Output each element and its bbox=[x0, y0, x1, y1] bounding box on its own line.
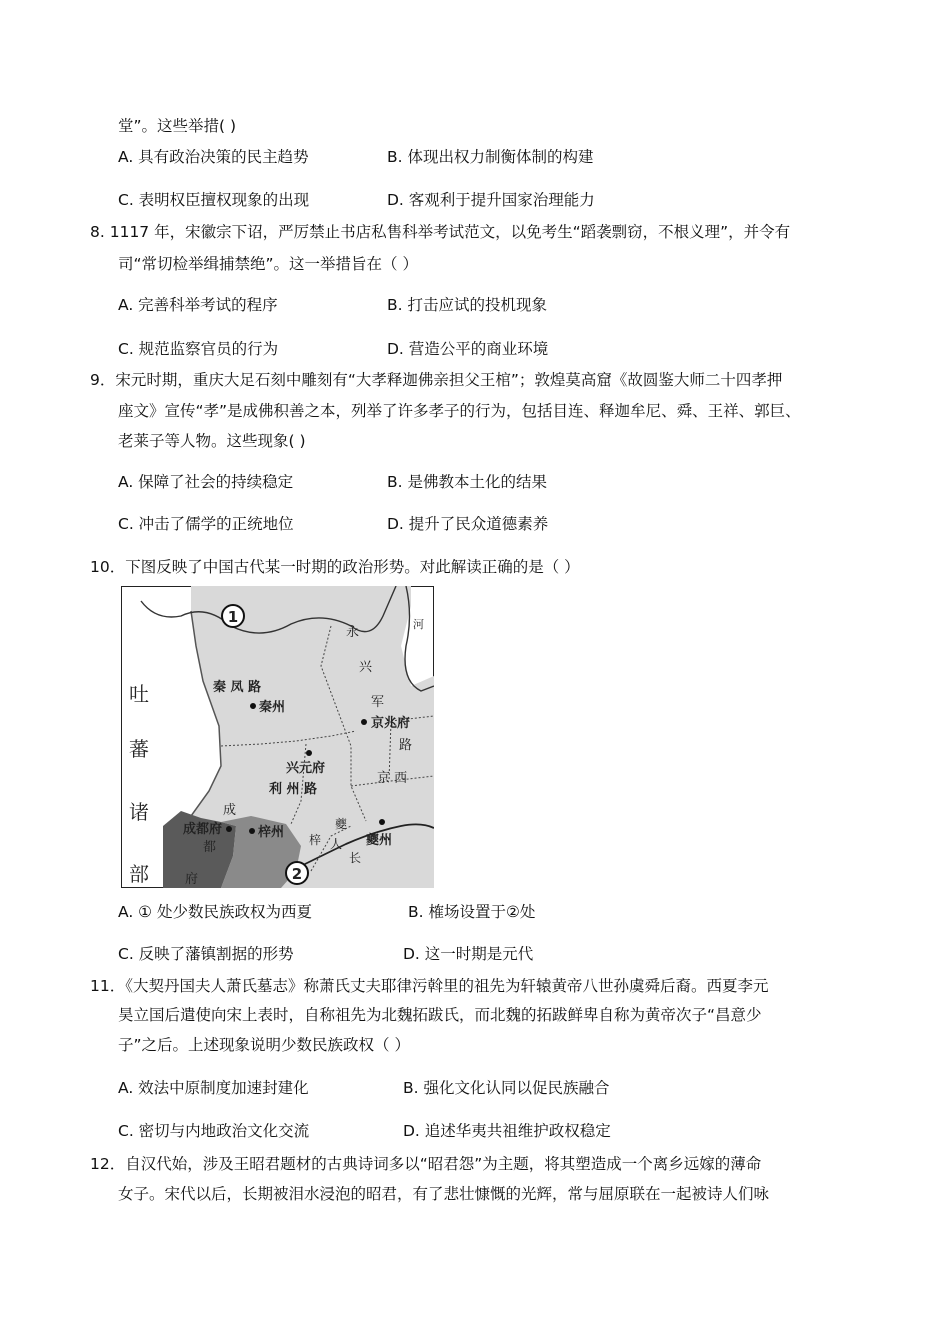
map-label-qinzhou: 秦州 bbox=[259, 700, 286, 715]
map-marker-2-label: 2 bbox=[291, 865, 303, 883]
q10-option-b[interactable]: B. 榷场设置于②处 bbox=[408, 903, 536, 921]
q9-stem-line3: 老莱子等人物。这些现象( ) bbox=[118, 432, 306, 450]
q11-stem-line2: 昊立国后遣使向宋上表时，自称祖先为北魏拓跋氏，而北魏的拓跋鲜卑自称为黄帝次子“昌意少 bbox=[118, 1006, 762, 1024]
map-dot-xingyuanfu bbox=[306, 750, 312, 756]
q8-stem-line1: 8. 1117 年，宋徽宗下诏，严厉禁止书店私售科举考试范文，以免考生“蹈袭剽窃，不根义理”，并令有 bbox=[90, 223, 791, 241]
q12-stem-line2: 女子。宋代以后，长期被泪水浸泡的昭君，有了悲壮慷慨的光辉，常与屈原联在一起被诗人们咏 bbox=[118, 1185, 770, 1203]
map-label-kuizhou: 夔州 bbox=[366, 833, 393, 848]
map-label-tufan-2: 蕃 bbox=[129, 737, 149, 761]
q11-option-b[interactable]: B. 强化文化认同以促民族融合 bbox=[403, 1079, 610, 1097]
q7-option-d[interactable]: D. 客观利于提升国家治理能力 bbox=[387, 191, 595, 209]
map-label-he: 河 bbox=[413, 618, 424, 631]
map-label-fu: 府 bbox=[185, 872, 199, 887]
q9-option-b[interactable]: B. 是佛教本土化的结果 bbox=[387, 473, 547, 491]
map-label-xingyuanfu: 兴元府 bbox=[286, 761, 326, 776]
map-label-yongxingjun-2: 兴 bbox=[359, 660, 373, 675]
q9-stem-line2: 座文》宣传“孝”是成佛积善之本，列举了许多孝子的行为，包括目连、释迦牟尼、舜、王祥、郭巨、 bbox=[118, 402, 801, 420]
map-label-zi: 梓 bbox=[309, 833, 322, 847]
map-label-chang: 长 bbox=[349, 851, 362, 865]
map-label-jingxi: 京 西 bbox=[377, 771, 408, 786]
q9-option-d[interactable]: D. 提升了民众道德素养 bbox=[387, 515, 549, 533]
map-marker-1-label: 1 bbox=[227, 608, 239, 626]
q11-stem-line3: 子”之后。上述现象说明少数民族政权（ ） bbox=[118, 1036, 410, 1054]
q7-option-c[interactable]: C. 表明权臣擅权现象的出现 bbox=[118, 191, 310, 209]
map-label-cheng: 成 bbox=[223, 803, 237, 818]
map-label-lu: 路 bbox=[399, 738, 413, 753]
map-dot-chengdufu bbox=[226, 826, 232, 832]
map-label-du: 都 bbox=[203, 840, 217, 855]
q10-option-a[interactable]: A. ① 处少数民族政权为西夏 bbox=[118, 903, 313, 921]
map-dot-kuizhou bbox=[379, 819, 385, 825]
q8-option-c[interactable]: C. 规范监察官员的行为 bbox=[118, 340, 279, 358]
q10-option-d[interactable]: D. 这一时期是元代 bbox=[403, 945, 534, 963]
map-label-tufan-3: 诸 bbox=[129, 800, 149, 824]
q10-stem-line1: 10．下图反映了中国古代某一时期的政治形势。对此解读正确的是（ ） bbox=[90, 558, 580, 576]
q11-stem-line1: 11．《大契丹国夫人萧氏墓志》称萧氏丈夫耶律污斡里的祖先为轩辕黄帝八世孙虞舜后裔。西夏李元 bbox=[90, 977, 769, 995]
q8-option-b[interactable]: B. 打击应试的投机现象 bbox=[387, 296, 547, 314]
q7-stem-tail: 堂”。这些举措( ) bbox=[118, 117, 237, 135]
q7-option-a[interactable]: A. 具有政治决策的民主趋势 bbox=[118, 148, 309, 166]
map-label-chengdufu: 成都府 bbox=[183, 822, 223, 837]
map-label-tufan-1: 吐 bbox=[129, 682, 149, 706]
q10-option-c[interactable]: C. 反映了藩镇割据的形势 bbox=[118, 945, 294, 963]
map-dot-qinzhou bbox=[250, 703, 256, 709]
map-label-ren: 人 bbox=[330, 837, 343, 851]
q11-option-d[interactable]: D. 追述华夷共祖维护政权稳定 bbox=[403, 1122, 611, 1140]
map-label-zizhou: 梓州 bbox=[258, 825, 285, 840]
q11-option-c[interactable]: C. 密切与内地政治文化交流 bbox=[118, 1122, 310, 1140]
q9-option-a[interactable]: A. 保障了社会的持续稳定 bbox=[118, 473, 294, 491]
map-label-qinfenglu: 秦 凤 路 bbox=[213, 680, 262, 695]
map-dot-zizhou bbox=[249, 828, 255, 834]
q8-stem-line2: 司“常切检举缉捕禁绝”。这一举措旨在（ ） bbox=[118, 255, 418, 273]
map-label-tufan-4: 部 bbox=[129, 862, 149, 886]
map-label-lizhoulu: 利 州 路 bbox=[269, 782, 318, 797]
q12-stem-line1: 12．自汉代始，涉及王昭君题材的古典诗词多以“昭君怨”为主题，将其塑造成一个离乡远嫁的薄命 bbox=[90, 1155, 762, 1173]
map-label-kui: 夔 bbox=[335, 817, 348, 831]
map-dot-jingzhaofu bbox=[361, 719, 367, 725]
song-dynasty-map bbox=[121, 586, 434, 888]
q8-option-a[interactable]: A. 完善科举考试的程序 bbox=[118, 296, 278, 314]
q9-stem-line1: 9．宋元时期，重庆大足石刻中雕刻有“大孝释迦佛亲担父王棺”；敦煌莫高窟《故圆鉴大师二十四孝押 bbox=[90, 371, 783, 389]
q8-option-d[interactable]: D. 营造公平的商业环境 bbox=[387, 340, 549, 358]
q9-option-c[interactable]: C. 冲击了儒学的正统地位 bbox=[118, 515, 294, 533]
map-label-yongxingjun-1: 永 bbox=[346, 625, 360, 640]
map-label-yongxingjun-3: 军 bbox=[371, 695, 385, 710]
map-label-jingzhaofu: 京兆府 bbox=[371, 716, 411, 731]
q11-option-a[interactable]: A. 效法中原制度加速封建化 bbox=[118, 1079, 309, 1097]
q7-option-b[interactable]: B. 体现出权力制衡体制的构建 bbox=[387, 148, 594, 166]
